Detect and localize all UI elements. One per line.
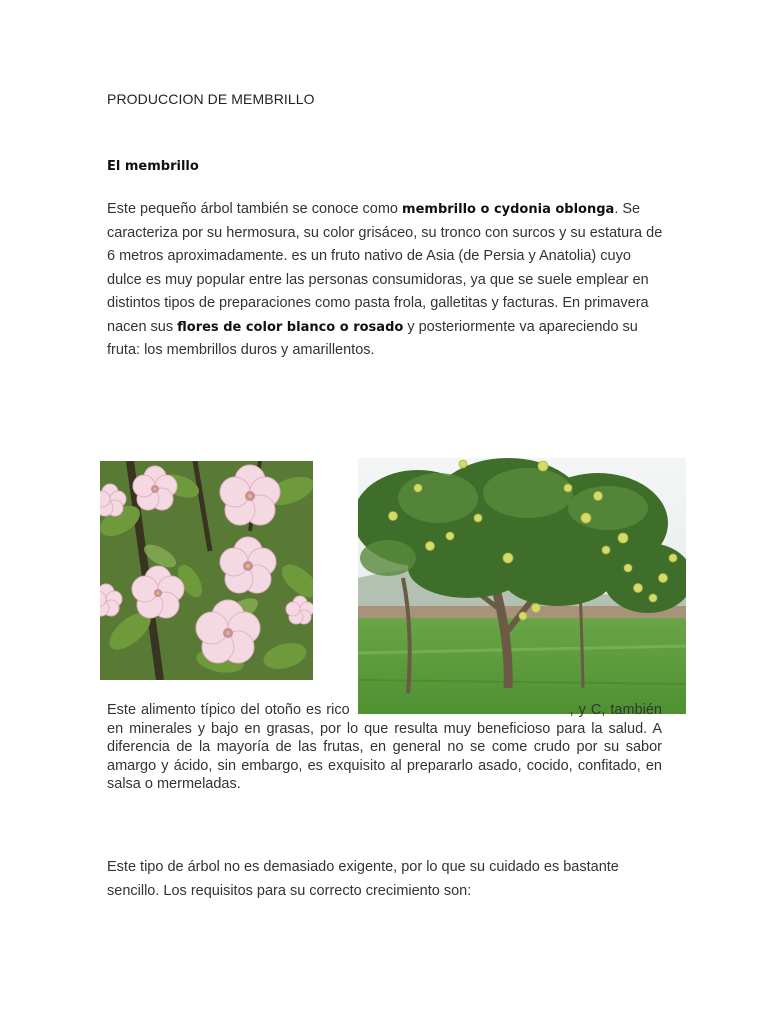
nutrition-text-start: Este alimento típico del otoño es rico bbox=[107, 702, 350, 718]
nutrition-text-line1-end: , y C, bbox=[569, 702, 606, 718]
nutrition-paragraph bbox=[107, 701, 662, 794]
intro-text-1: Este pequeño árbol también se conoce como bbox=[107, 201, 403, 217]
quince-blossom-photo bbox=[100, 461, 313, 680]
tree-illustration bbox=[358, 458, 686, 714]
quince-tree-photo bbox=[358, 458, 686, 714]
document-title: PRODUCCION DE MEMBRILLO bbox=[107, 91, 315, 107]
section-heading: El membrillo bbox=[107, 159, 199, 174]
intro-paragraph bbox=[107, 198, 667, 363]
intro-text-2: . Se caracteriza por su hermosura, su color grisáceo, su tronco con surcos y su estatura de 6 metros aproximadamente. es un fruto nativo de Asia (de Persia y Anatolia) cuyo dulce es muy popular entre las personas consumidoras, ya que se suele emplear en distintos tipos de preparaciones como pasta frola, galletitas y facturas. En primavera nacen sus bbox=[107, 201, 663, 335]
intro-bold-flowers: flores de color blanco o rosado bbox=[177, 319, 404, 335]
nutrition-text-rest: también en minerales y bajo en grasas, por lo que resulta muy beneficioso para la salud. A diferencia de la mayoría de las frutas, en general no se come crudo por su sabor amargo y ácido, sin embargo, es exquisito al prepararlo asado, cocido, confitado, en salsa o mermeladas. bbox=[107, 702, 662, 792]
blossom-illustration bbox=[100, 461, 313, 680]
care-paragraph: Este tipo de árbol no es demasiado exigente, por lo que su cuidado es bastante sencillo. Los requisitos para su correcto crecimiento son: bbox=[107, 859, 619, 899]
intro-bold-name: membrillo o cydonia oblonga bbox=[402, 202, 615, 217]
intro-text-3: y posteriormente va apareciendo su fruta: los membrillos duros y amarillentos. bbox=[107, 318, 638, 358]
